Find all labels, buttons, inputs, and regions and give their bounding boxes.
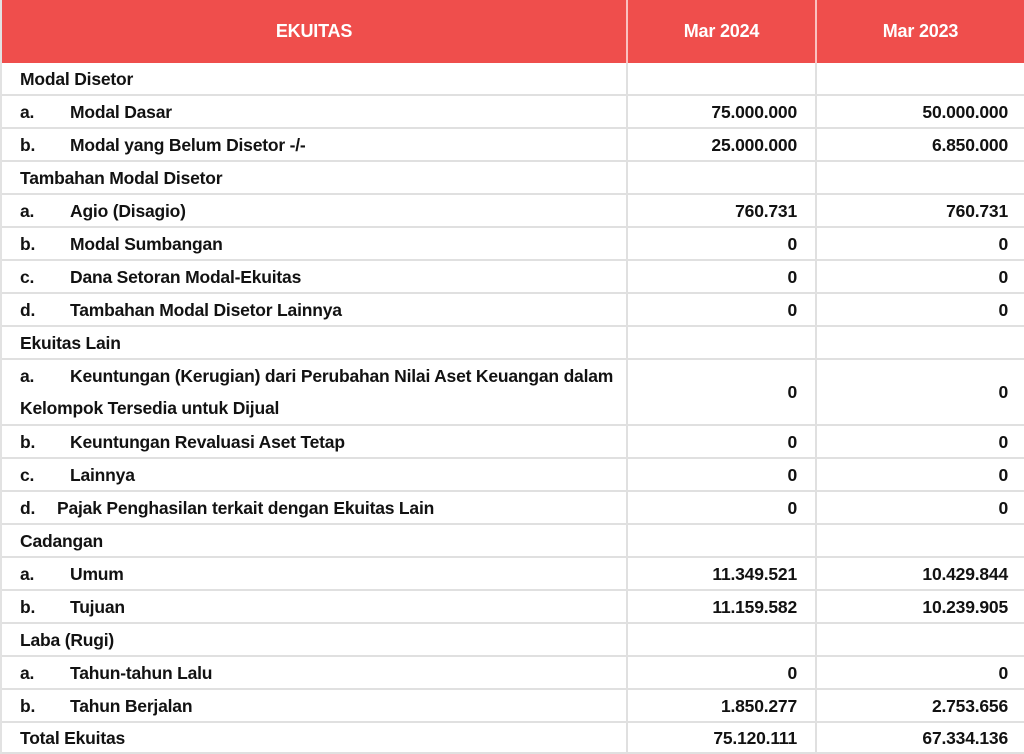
row-label: Tahun-tahun Lalu — [70, 662, 213, 683]
row-value-mar-2023: 50.000.000 — [922, 101, 1008, 122]
row-letter: a. — [20, 563, 35, 584]
header-label-mar-2023: Mar 2023 — [882, 21, 959, 41]
row-value-mar-2023: 10.429.844 — [922, 563, 1008, 584]
row-value-mar-2024 — [628, 63, 817, 94]
row-value-mar-2024 — [628, 525, 817, 556]
row-value-mar-2023 — [817, 162, 1024, 193]
table-row — [2, 492, 1024, 525]
table-row — [2, 525, 1024, 558]
header-label-ekuitas: EKUITAS — [275, 21, 353, 41]
row-value-mar-2023: 10.239.905 — [922, 596, 1008, 617]
row-value-mar-2023: 2.753.656 — [931, 695, 1008, 716]
row-value-mar-2023: 0 — [998, 233, 1008, 254]
row-value-mar-2024: 760.731 — [628, 195, 817, 226]
row-value-mar-2023: 0 — [998, 497, 1008, 518]
header-label-mar-2024: Mar 2024 — [683, 21, 760, 41]
row-value-mar-2024 — [628, 162, 817, 193]
table-row — [2, 228, 1024, 261]
table-row — [2, 129, 1024, 162]
row-value-mar-2024: 0 — [628, 228, 817, 259]
row-label: Cadangan — [20, 530, 103, 551]
row-label: Total Ekuitas — [20, 727, 126, 748]
row-letter: c. — [20, 464, 35, 485]
row-letter: d. — [20, 299, 36, 320]
row-value-mar-2024: 25.000.000 — [628, 129, 817, 160]
row-label: Keuntungan (Kerugian) dari Perubahan Nilai Aset Keuangan dalam Kelompok Tersedia untuk Dijual — [20, 366, 614, 418]
table-row — [2, 624, 1024, 657]
table-row — [2, 96, 1024, 129]
row-value-mar-2024 — [628, 327, 817, 358]
row-label: Pajak Penghasilan terkait dengan Ekuitas Lain — [57, 497, 435, 518]
row-value-mar-2023: 0 — [998, 464, 1008, 485]
row-label: Agio (Disagio) — [70, 200, 186, 221]
row-value-mar-2024 — [628, 624, 817, 655]
table-row — [2, 723, 1024, 754]
row-label: Keuntungan Revaluasi Aset Tetap — [70, 431, 345, 452]
row-value-mar-2023: 0 — [998, 662, 1008, 683]
row-value-mar-2024: 0 — [628, 294, 817, 325]
row-letter: b. — [20, 695, 36, 716]
row-value-mar-2023 — [817, 63, 1024, 94]
row-label-cell — [2, 162, 628, 193]
row-label: Dana Setoran Modal-Ekuitas — [70, 266, 302, 287]
row-label-cell — [2, 63, 628, 94]
row-label-cell — [2, 591, 628, 622]
row-label-cell — [2, 327, 628, 358]
row-label-cell — [2, 426, 628, 457]
row-letter: a. — [20, 101, 35, 122]
row-value-mar-2024: 0 — [628, 459, 817, 490]
row-label: Laba (Rugi) — [20, 629, 115, 650]
table-header-row — [2, 0, 1024, 63]
row-label: Modal yang Belum Disetor -/- — [70, 134, 306, 155]
row-value-mar-2024: 75.120.111 — [628, 723, 817, 752]
row-letter: a. — [20, 200, 35, 221]
row-label: Tujuan — [70, 596, 125, 617]
row-label-cell — [2, 129, 628, 160]
row-label: Modal Sumbangan — [70, 233, 223, 254]
row-label: Lainnya — [70, 464, 135, 485]
row-value-mar-2023: 0 — [998, 431, 1008, 452]
row-label: Modal Disetor — [20, 68, 134, 89]
row-letter: a. — [20, 366, 35, 386]
row-label: Modal Dasar — [70, 101, 172, 122]
row-letter: c. — [20, 266, 35, 287]
table-row — [2, 591, 1024, 624]
row-value-mar-2023: 0 — [998, 266, 1008, 287]
row-label-cell — [2, 360, 628, 424]
table-row — [2, 63, 1024, 96]
row-label-cell — [2, 657, 628, 688]
row-label-cell — [2, 261, 628, 292]
row-value-mar-2023: 6.850.000 — [931, 134, 1008, 155]
row-letter: b. — [20, 134, 36, 155]
table-row — [2, 327, 1024, 360]
table-row — [2, 426, 1024, 459]
row-value-mar-2023 — [817, 525, 1024, 556]
table-row — [2, 657, 1024, 690]
row-label-cell — [2, 96, 628, 127]
row-label-cell — [2, 525, 628, 556]
row-value-mar-2024: 11.349.521 — [628, 558, 817, 589]
row-label-cell — [2, 723, 628, 752]
row-value-mar-2024: 75.000.000 — [628, 96, 817, 127]
row-label-cell — [2, 459, 628, 490]
row-label: Tambahan Modal Disetor Lainnya — [70, 299, 342, 320]
table-row — [2, 195, 1024, 228]
row-value-mar-2023 — [817, 624, 1024, 655]
row-label-cell — [2, 558, 628, 589]
row-value-mar-2023: 0 — [998, 382, 1008, 402]
row-letter: b. — [20, 431, 36, 452]
row-value-mar-2023 — [817, 327, 1024, 358]
table-row — [2, 360, 1024, 426]
row-value-mar-2024: 1.850.277 — [628, 690, 817, 721]
row-label: Tahun Berjalan — [70, 695, 193, 716]
row-label-cell — [2, 624, 628, 655]
table-row — [2, 261, 1024, 294]
row-value-mar-2023: 760.731 — [946, 200, 1008, 221]
row-label-cell — [2, 228, 628, 259]
row-value-mar-2023: 67.334.136 — [922, 727, 1008, 748]
header-cell-ekuitas — [2, 0, 628, 63]
row-value-mar-2024: 0 — [628, 492, 817, 523]
table-body — [2, 63, 1024, 754]
table-row — [2, 162, 1024, 195]
row-label: Umum — [70, 563, 124, 584]
row-label-cell — [2, 195, 628, 226]
header-cell-mar-2023 — [817, 0, 1024, 63]
row-label: Tambahan Modal Disetor — [20, 167, 223, 188]
row-value-mar-2024: 0 — [628, 426, 817, 457]
row-letter: b. — [20, 233, 36, 254]
row-letter: b. — [20, 596, 36, 617]
table-row — [2, 690, 1024, 723]
table-row — [2, 558, 1024, 591]
row-value-mar-2024: 0 — [628, 360, 817, 424]
row-letter: a. — [20, 662, 35, 683]
row-value-mar-2024: 0 — [628, 657, 817, 688]
row-label-cell — [2, 492, 628, 523]
row-label: Ekuitas Lain — [20, 332, 121, 353]
row-label-cell — [2, 690, 628, 721]
table-row — [2, 459, 1024, 492]
header-cell-mar-2024 — [628, 0, 817, 63]
row-value-mar-2023: 0 — [998, 299, 1008, 320]
row-letter: d. — [20, 497, 36, 518]
row-value-mar-2024: 0 — [628, 261, 817, 292]
row-value-mar-2024: 11.159.582 — [628, 591, 817, 622]
row-label-cell — [2, 294, 628, 325]
table-row — [2, 294, 1024, 327]
